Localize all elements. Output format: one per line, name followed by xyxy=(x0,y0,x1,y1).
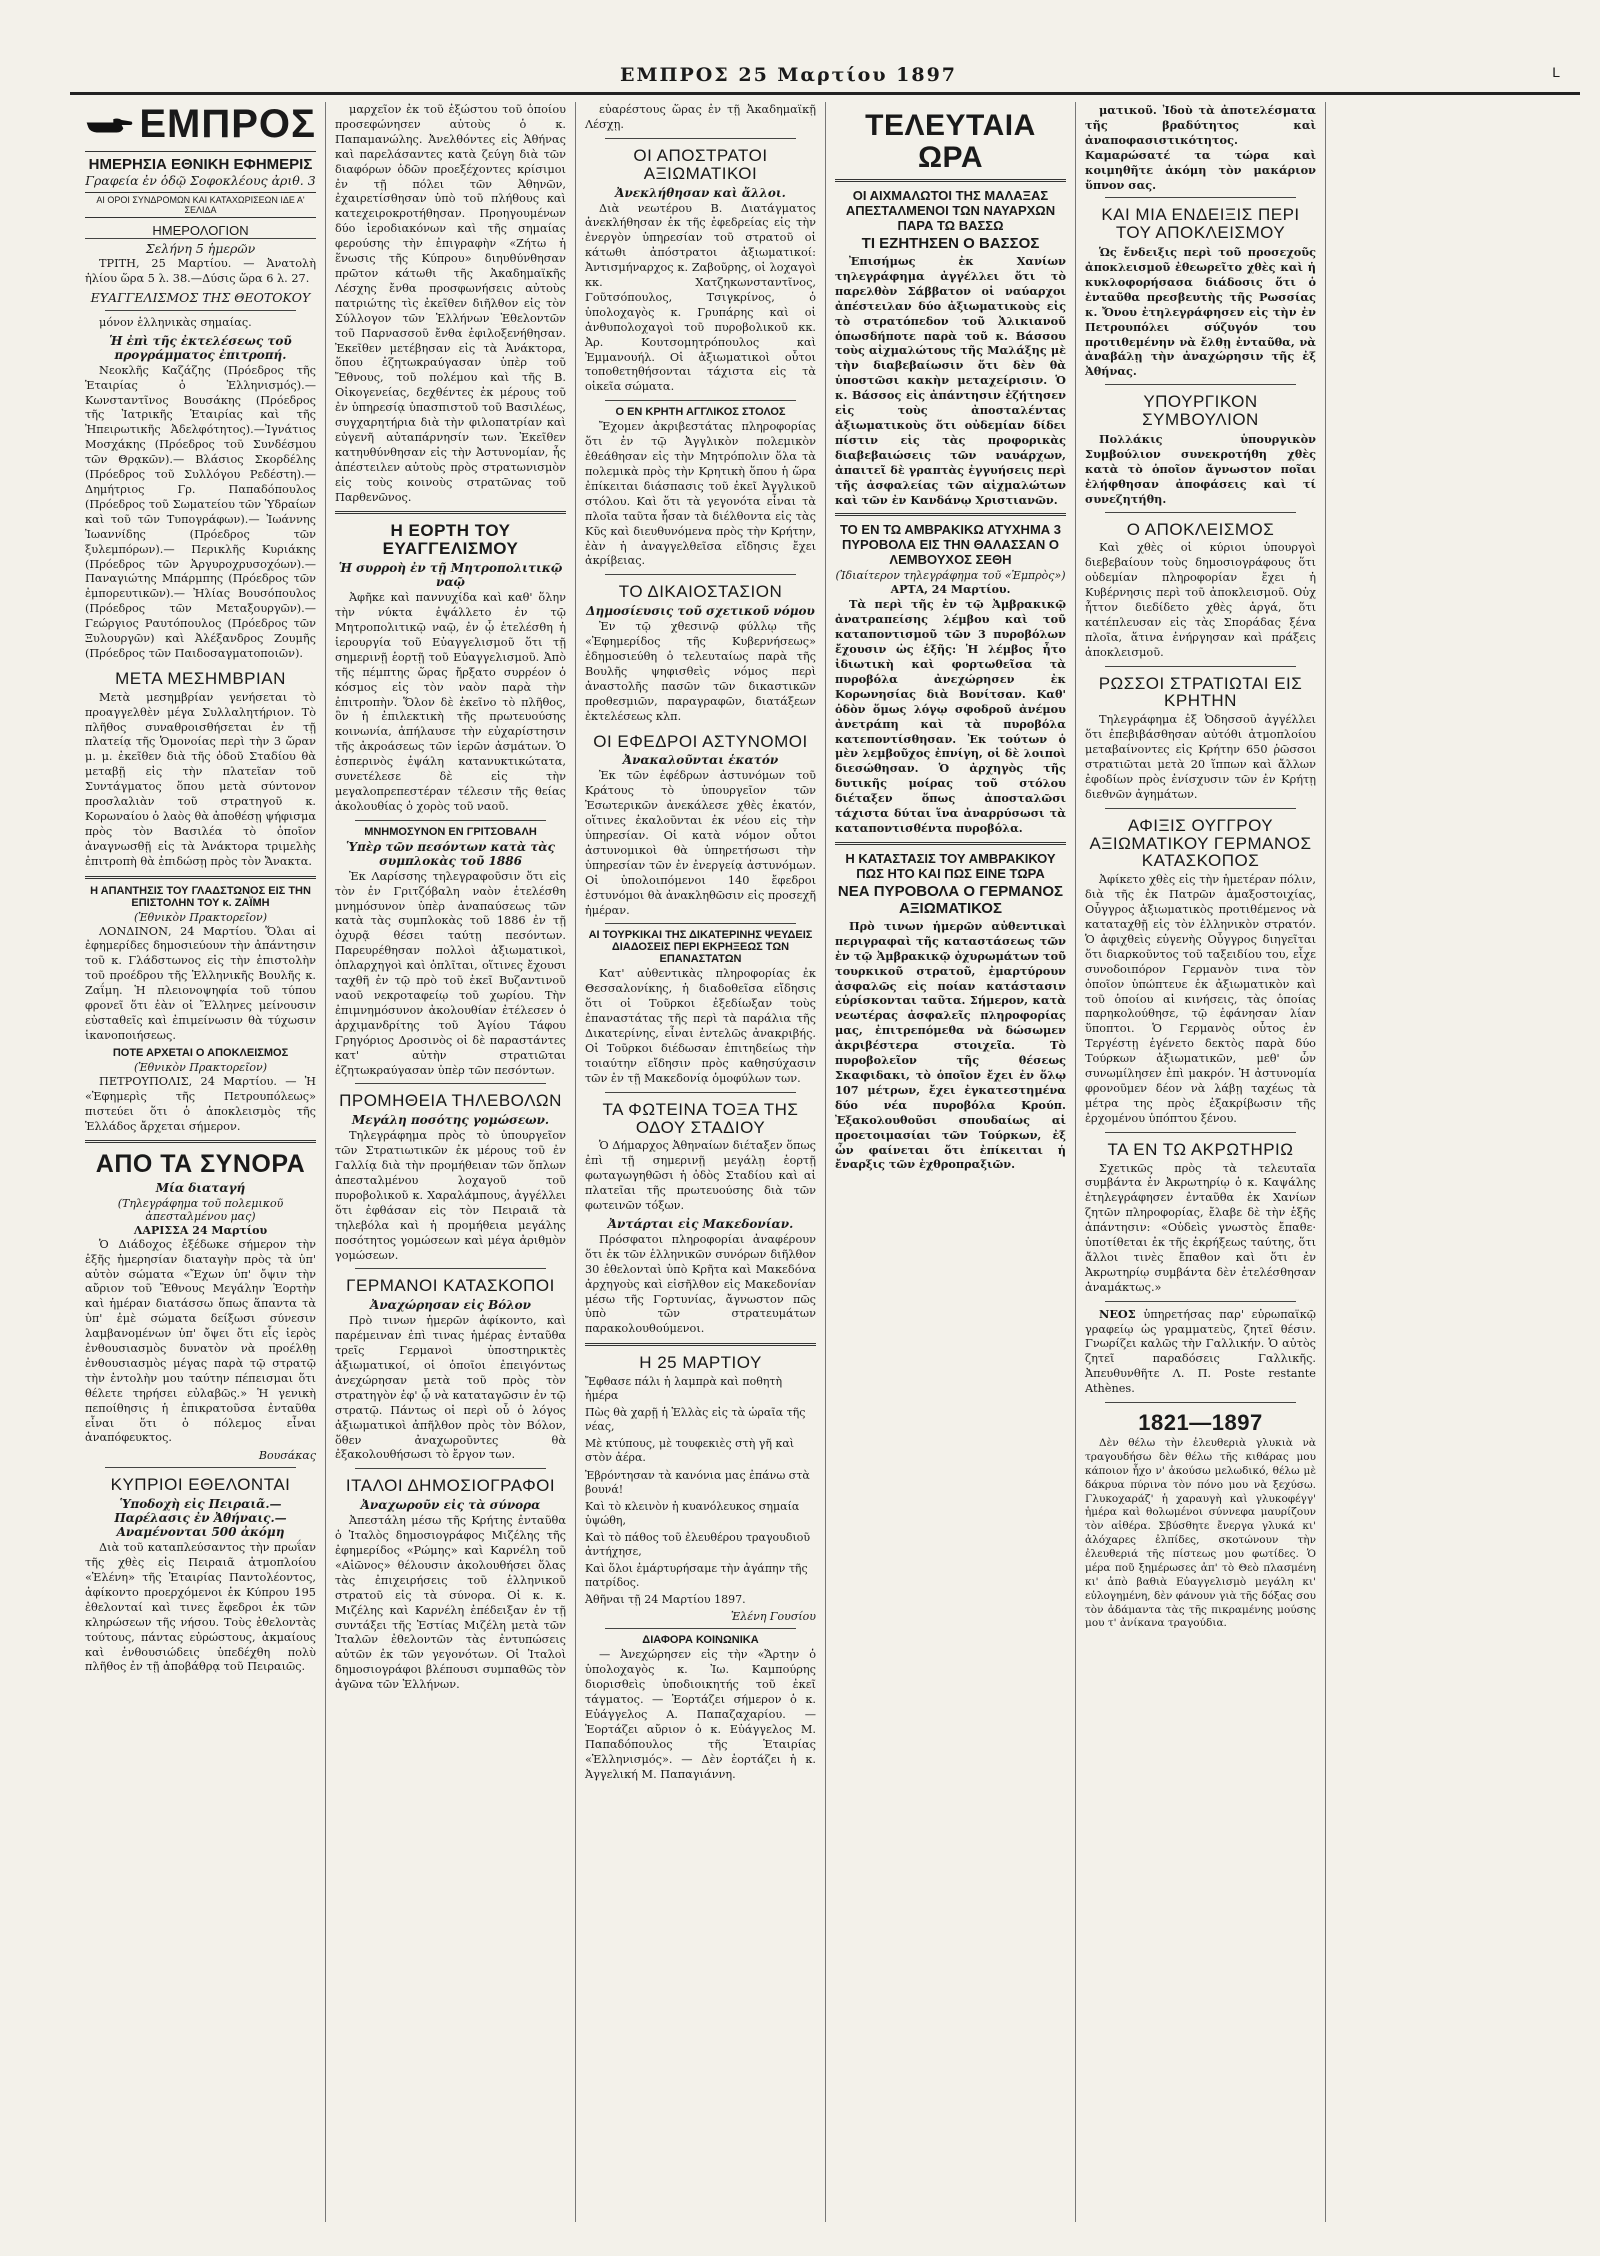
article-deck: Ἀνεκλήθησαν καὶ ἄλλοι. xyxy=(615,185,786,200)
article-text: Διὰ τοῦ καταπλεύσαντος τὴν πρωΐαν τῆς χθὲς εἰς Πειραιᾶ ἀτμοπλοίου «Ἑλένη» τῆς Ἑταιρίας Παντολέοντος, ἀφίκοντο προερχόμενοι ἐκ Κύπρου 195 ἐθελονταί καὶ τινες ἔφεδροι ἐκ τῶν κληρώσεων τῆς νήσου. Τοὺς ἐθελοντὰς τούτους, πάντας εὐρώστους, ἀκμαίους καὶ ἐνθουσιώδεις ὑπεδέχθη πολὺ πλῆθος ἐν τῇ ἀποβάθρᾳ τοῦ Πειραιῶς. xyxy=(85,1541,316,1674)
article-headline: Ο ΑΠΟΚΛΕΙΣΜΟΣ xyxy=(1126,519,1275,539)
article-text: Πρὸ τινων ἡμερῶν αὐθεντικαὶ περιγραφαὶ τῆς καταστάσεως τῶν ἐν τῷ Ἀμβρακικῷ ὀχυρωμάτων τοῦ τουρκικοῦ στρατοῦ, ἐμαρτύρουν ἀσφαλῶς εἰς ποίαν κατάστασιν εὑρίσκονται ταῦτα. Σήμερον, κατὰ νεωτέρας ἀσφαλεῖς πληροφορίας μας, ἐπιτρεπόμεθα νὰ δώσωμεν ἀκριβέστερα στοιχεῖα. Τὸ πυροβολεῖον τῆς θέσεως Σκαφιδακι, τὸ ὁποῖον ἔχει ἐν ὅλῳ 107 μέτρων, ἔχει ἐγκατεστημένα δύο νέα πυροβόλα Κρούπ. Ἐξακολουθοῦσι σπουδαίως αἱ προετοιμασίαι τῶν Τούρκων, ἐξ ὧν φαίνεται ὅτι ἐπίκειται ἡ ἔναρξις τῶν ἐχθροπραξιῶν. xyxy=(835,918,1066,1172)
article-deck: Δημοσίευσις τοῦ σχετικοῦ νόμου xyxy=(586,604,815,619)
poem-line: Πὼς θὰ χαρῇ ἡ Ἑλλὰς εἰς τὰ ὡραῖα τῆς νέας, xyxy=(585,1406,806,1434)
hemerologion-line: Σελήνη 5 ἡμερῶν xyxy=(145,241,256,256)
article-dateline: ΛΑΡΙΣΣΑ 24 Μαρτίου xyxy=(133,1223,268,1237)
article-text: εὐαρέστους ὥρας ἐν τῇ Ἀκαδημαϊκῇ Λέσχῃ. xyxy=(585,103,816,131)
column-2 xyxy=(326,102,576,2222)
divider xyxy=(355,1083,546,1084)
article-deck: ΝΕΑ ΠΥΡΟΒΟΛΑ Ο ΓΕΡΜΑΝΟΣ ΑΞΙΩΜΑΤΙΚΟΣ xyxy=(837,882,1064,917)
article-text: Πολλάκις ὑπουργικὸν Συμβούλιον συνεκροτήθη χθὲς κατὰ τὸ ὁποῖον ἄγνωστον ποῖαι ἐλήφθησαν ἀποφάσεις καὶ τί συνεζητήθη. xyxy=(1085,431,1316,506)
divider xyxy=(355,1268,546,1269)
column-5 xyxy=(1076,102,1326,2222)
article-text: ματικοῦ. Ἰδοὺ τὰ ἀποτελέσματα τῆς βραδύτητος καὶ ἀναποφασιστικότητος. Καμαρώσατέ τα τώρα καὶ κοιμηθῆτε ἀκόμη τὸν μακάριον ὕπνον σας. xyxy=(1085,103,1316,192)
article-text: Κατ' αὐθεντικὰς πληροφορίας ἐκ Θεσσαλονίκης, ἡ διαδοθεῖσα εἴδησις ὅτι οἱ Τοῦρκοι ἐξεδίωξαν τοὺς ἐπαναστάτας τῆς περὶ τὰ παράλια τῆς Δικατερίνης, εἶναι ἐντελῶς ἀνακριβής. Οἱ Τοῦρκοι διέδωσαν ἐπιτηδείως τὴν τοιαύτην εἴδησιν πρὸς καθησύχασιν τῶν ἐν τῇ Μακεδονίᾳ ὁμοφύλων των. xyxy=(585,967,816,1085)
pointing-hand-icon xyxy=(85,112,133,138)
article-text: — Ἀνεχώρησεν εἰς τὴν «Ἄρτην ὁ ὑπολοχαγὸς κ. Ἰω. Καμπούρης διορισθεὶς ὑποδιοικητής τοῦ ἐκεῖ τάγματος. — Ἑορτάζει σήμερον ὁ κ. Εὐάγγελος Α. Παπαζαχαρίου. — Ἑορτάζει αὔριον ὁ κ. Εὐάγγελος Μ. Παπαδόπουλος τῆς Ἑταιρίας «Ἑλληνισμός». — Δὲν ἑορτάζει ἡ κ. Ἀγγελική Μ. Παπαγιάννη. xyxy=(585,1648,816,1781)
running-masthead: ΕΜΠΡΟΣ 25 Μαρτίου 1897 xyxy=(620,64,958,86)
article-text: Τὰ περὶ τῆς ἐν τῷ Ἀμβρακικῷ ἀνατραπείσης λέμβου καὶ τοῦ καταποντισμοῦ τῶν 3 πυροβόλων ἔχουσιν ὡς ἑξῆς: Ἡ λέμβος ἦτο ἰδιωτικὴ καὶ φορτωθεῖσα τὰ πυροβόλα ἀνεχώρησεν ἐκ Κορωνησίας διὰ Βονίτσαν. Καθ' ὁδὸν ὅμως λόγῳ σφοδροῦ ἀνέμου ἀνετράπη καὶ τὰ πυροβόλα κατεποντίσθησαν. Ἐκ τούτων ὁ μὲν λεμβοῦχος ἐπνίγη, οἱ δὲ λοιποὶ διεσώθησαν. Ὁ ἀρχηγὸς τῆς δυτικῆς μοίρας τοῦ στόλου διέταξεν ὅπως ἀποσταλῶσι τάχιστα δύται ἵνα ἀναρρύσωσι τὰ καταποντισθέντα πυροβόλα. xyxy=(835,597,1066,835)
logo-block xyxy=(85,102,316,152)
divider xyxy=(605,574,796,575)
divider xyxy=(605,1628,796,1629)
article-text: μόνον ἑλληνικὰς σημαίας. xyxy=(99,315,252,329)
article-deck: Ἀναχωροῦν εἰς τὰ σύνορα xyxy=(360,1498,541,1513)
divider xyxy=(605,923,796,924)
divider xyxy=(585,1343,816,1346)
article-headline: ΓΕΡΜΑΝΟΙ ΚΑΤΑΣΚΟΠΟΙ xyxy=(346,1276,555,1296)
article-deck: ΤΙ ΕΖΗΤΗΣΕΝ Ο ΒΑΣΣΟΣ xyxy=(861,235,1040,252)
article-text: Τηλεγράφημα πρὸς τὸ ὑπουργεῖον τῶν Στρατιωτικῶν ἐκ μέρους τοῦ ἐν Γαλλίᾳ διὰ τὴν προμήθειαν τῶν ὅπλων ἀπεσταλμένου λοχαγοῦ τοῦ πυροβολικοῦ κ. Χαραλάμπους, ἀγγέλλει ὅτι ἐφθάσαν εἰς τὸν Πειραιᾶ τὰ τηλεβόλα καὶ ἡ προμήθεια μεγάλης ποσότητος γομώσεων καὶ μέγα ἀριθμὸν γομώσεων. xyxy=(335,1129,566,1262)
divider xyxy=(605,1092,796,1093)
article-deck: Ὑπὲρ τῶν πεσόντων κατὰ τὰς συμπλοκὰς τοῦ 1886 xyxy=(346,839,555,868)
article-source: (Ἐθνικὸν Πρακτορεῖον) xyxy=(133,1060,267,1074)
office-address: Γραφεία ἐν ὁδῷ Σοφοκλέους ἀριθ. 3 xyxy=(85,173,316,188)
article-deck: Ἀντάρται εἰς Μακεδονίαν. xyxy=(607,1216,794,1231)
divider xyxy=(1105,1402,1296,1403)
article-headline: ΤΟ ΔΙΚΑΙΟΣΤΑΣΙΟΝ xyxy=(618,582,783,602)
article-headline: ΚΥΠΡΙΟΙ ΕΘΕΛΟΝΤΑΙ xyxy=(110,1475,291,1495)
article-headline: ΙΤΑΛΟΙ ΔΗΜΟΣΙΟΓΡΑΦΟΙ xyxy=(345,1476,556,1496)
newspaper-columns xyxy=(76,102,1586,2222)
article-headline: ΑΠΟ ΤΑ ΣΥΝΟΡΑ xyxy=(95,1150,306,1179)
article-text: Ὁ Δήμαρχος Ἀθηναίων διέταξεν ὅπως ἐπὶ τῇ σημερινῇ μεγάλῃ ἑορτῇ φωταγωγηθῶσι ἡ ὁδὸς Σταδίου καὶ αἱ πλατεῖαι τῆς πρωτευούσης διὰ τῶν φωτεινῶν τόξων. xyxy=(585,1139,816,1212)
hemerologion-title: ΗΜΕΡΟΛΟΓΙΟΝ xyxy=(85,223,316,239)
subscription-terms: ΑΙ ΟΡΟΙ ΣΥΝΔΡΟΜΩΝ ΚΑΙ ΚΑΤΑΧΩΡΙΣΕΩΝ ΙΔΕ Α' ΣΕΛΙΔΑ xyxy=(85,192,316,218)
article-headline: ΟΙ ΑΠΟΣΤΡΑΤΟΙ ΑΞΙΩΜΑΤΙΚΟΙ xyxy=(633,145,768,183)
hemerologion-line: ΕΥΑΓΓΕΛΙΣΜΟΣ ΤΗΣ ΘΕΟΤΟΚΟΥ xyxy=(90,289,311,305)
divider xyxy=(1105,512,1296,513)
article-text: Νεοκλῆς Καζάζης (Πρόεδρος τῆς Ἑταιρίας ὁ Ἑλληνισμός).—Κωνσταντῖνος Βουσάκης (Πρόεδρος τῆς Ἰατρικῆς Ἑταιρίας καὶ τῆς Ἠπειρωτικῆς Ἀδελφότητος).—Ἰγνάτιος Μοσχάκης (Πρόεδρος τοῦ Συνδέσμου τῶν Θρᾳκῶν).— Βλάσιος Σκορδέλης (Πρόεδρος τοῦ Συλλόγου Ρεδέστη).— Δημήτριος Γρ. Παπαδόπουλος (Πρόεδρος τοῦ Σωματείου τῶν Ὑδραίων καὶ τοῦ τῶν Τυπογράφων).— Ἰωάννης Ἰωαννίδης (Πρόεδρος τῶν ξυλεμπόρων).— Περικλῆς Κυριάκης (Πρόεδρος τῶν Ἀργυροχρυσοχόων).— Παναγιώτης Μπάρμπης (Πρόεδρος τῶν ἐμπορευτικῶν).— Ἠλίας Βουσόπουλος (Πρόεδρος τῶν Μεταξουργῶν).— Γεώργιος Ραυτόπουλος (Πρόεδρος τῶν Ξυλουργῶν) καὶ Ἀλέξανδρος Ζουμῆς (Πρόεδρος τῶν Παιδοσαγματοποιῶν). xyxy=(85,363,316,660)
page-mark: L xyxy=(1552,64,1560,80)
article-deck: Ἡ ἐπὶ τῆς ἐκτελέσεως τοῦ προγράμματος ἐπιτροπή. xyxy=(109,333,292,362)
classified-ad xyxy=(1085,1307,1316,1397)
article-byline: (Τηλεγράφημα τοῦ πολεμικοῦ ἀπεσταλμένου μας) xyxy=(117,1196,284,1223)
divider xyxy=(1105,808,1296,809)
article-deck: Μεγάλη ποσότης γομώσεων. xyxy=(351,1113,550,1128)
divider xyxy=(335,511,566,514)
poem-title: Η 25 ΜΑΡΤΙΟΥ xyxy=(639,1353,762,1373)
article-text: Πρὸ τινων ἡμερῶν ἀφίκοντο, καὶ παρέμειναν ἐπὶ τινας ἡμέρας ἐνταῦθα τρεῖς Γερμανοὶ ὑποστηρικτὲς ἀξιωματικοί, οἱ ὁποῖοι ἐπειγόντως ἀνεχώρησαν μετὰ τοῦ πρὸς τὸν στρατηγὸν ἐφ' ᾧ νὰ καταταγῶσιν ἐν τῷ στρατῷ. Πάντως οἱ περὶ οὗ ὁ λόγος ἀξιωματικοὶ ἀπῆλθον πρὸς τὸν Βόλον, ὅθεν ἀναχωροῦντες θὰ ἐξακολουθήσωσι τὸ ἔργον των. xyxy=(335,1314,566,1462)
article-text: Τηλεγράφημα ἐξ Ὀδησσοῦ ἀγγέλλει ὅτι ἐπεβιβάσθησαν αὐτόθι ἀτμοπλοίου μεταβαίνοντες εἰς Κρήτην 650 ῥῶσσοι στρατιῶται μετὰ 20 ἵππων καὶ ἄλλων ἐφοδίων πρὸς ἐνίσχυσιν τῶν ἐν Κρήτῃ διεθνῶν ἀγημάτων. xyxy=(1085,713,1316,801)
column-1 xyxy=(76,102,326,2222)
article-headline: Ο ΕΝ ΚΡΗΤΗ ΑΓΓΛΙΚΟΣ ΣΤΟΛΟΣ xyxy=(615,406,786,419)
article-deck: Ἀνακαλοῦνται ἑκατόν xyxy=(622,753,779,768)
article-byline: (Ἰδιαίτερον τηλεγράφημα τοῦ «Ἐμπρὸς») xyxy=(835,569,1066,583)
classified-ad-title: ΝΕΟΣ xyxy=(1099,1306,1136,1321)
column-3 xyxy=(576,102,826,2222)
divider xyxy=(105,1467,296,1468)
article-headline: ΔΙΑΦΟΡΑ ΚΟΙΝΩΝΙΚΑ xyxy=(642,1634,759,1647)
poem-line: Ἀθῆναι τῇ 24 Μαρτίου 1897. xyxy=(585,1593,746,1607)
article-headline: Η ΑΠΑΝΤΗΣΙΣ ΤΟΥ ΓΛΑΔΣΤΩΝΟΣ ΕΙΣ ΤΗΝ ΕΠΙΣΤΟΛΗΝ ΤΟΥ κ. ΖΑΪΜΗ xyxy=(90,884,311,909)
article-text: ΛΟΝΔΙΝΟΝ, 24 Μαρτίου. Ὅλαι αἱ ἐφημερίδες δημοσιεύουν τὴν ἀπάντησιν τοῦ κ. Γλάδστωνος εἰς τὴν ἐπιστολὴν τοῦ προέδρου τῆς Ἑλληνικῆς Βουλῆς κ. Ζαΐμη. Ἡ πλειονοψηφία τοῦ τύπου φρονεῖ ὅτι ἐὰν οἱ Ἕλληνες μείνουσιν εὐσταθεῖς καὶ ἐπιμείνωσιν θὰ τύχωσιν ἱκανοποιήσεως. xyxy=(85,924,316,1042)
poem-line: Ἐβρόντησαν τὰ κανόνια μας ἐπάνω στὰ βουνά! xyxy=(585,1468,810,1496)
divider xyxy=(835,842,1066,845)
article-text: Ὁ Διάδοχος ἐξέδωκε σήμερον τὴν ἑξῆς ἡμερησίαν διαταγὴν πρὸς τὰ ὑπ' αὐτὸν σώματα «Ἔχων ὑπ' ὄψιν τὴν αὔριον τοῦ Ἔθνους Μεγάλην Ἑορτὴν καὶ ἡμέραν διατάσσω ὅπως ἅπαντα τὰ ὑπ' ἐμὲ σώματα δείξωσι σύνεσιν λαμβανομένων ὑπ' ὄψει ὅτι εἶς ἰερὸς ἐνθουσιασμὸς δυνατὸν νὰ προέλθῃ ἐνθουσιασμὸς μέγας παρὰ τῷ στρατῷ τὴν ἐντολὴν μου ταύτην πέπεισμαι ὅτι θέλετε τηρήσει εὐλαβῶς.» Ἡ γενικὴ πεποίθησις ἡ ἐπικρατοῦσα ἐνταῦθα εἶναι ὅτι ὁ πόλεμος εἶναι ἀναπόφευκτος. xyxy=(85,1237,316,1445)
article-text: Ὡς ἔνδειξις περὶ τοῦ προσεχοῦς ἀποκλεισμοῦ ἐθεωρεῖτο χθὲς καὶ ἡ κυκλοφορήσασα διάδοσις ὅτι ὁ ἐνταῦθα πρεσβευτὴς τῆς Ρωσσίας κ. Ὄνου ἐτηλεγράφησεν εἰς τὴν ἐν Πετρουπόλει σύζυγόν του προτιθεμένην νὰ ἔλθῃ ἐνταῦθα, νὰ ἀναβάλῃ τὴν ἀναχώρησιν τῆς ἐξ Ἀθήνας. xyxy=(1085,245,1316,379)
page-header xyxy=(0,0,1600,86)
poem-line: Μὲ κτύπους, μὲ τουφεκιὲς στὴ γῆ καὶ στὸν ἀέρα. xyxy=(585,1437,795,1465)
article-deck: Ὑποδοχὴ εἰς Πειραιᾶ.— Παρέλασις ἐν Ἀθήναις.— Αναμένονται 500 ἀκόμη xyxy=(114,1497,287,1540)
poem-line: Ἔφθασε πάλι ἡ λαμπρὰ καὶ ποθητὴ ἡμέρα xyxy=(585,1375,783,1403)
article-text: Σχετικῶς πρὸς τὰ τελευταῖα συμβάντα ἐν Ἀκρωτηρίῳ ὁ κ. Καψάλης ἐτηλεγράφησεν ἐνταῦθα ἐκ Χανίων ζητῶν πληροφορίας, ἔλαβε δὲ τὴν ἑξῆς ἀπάντησιν: «Οὐδεὶς γνωστὸς ἔπαθε· ὑποτίθεται ἐκ τῆς ἐκρήξεως ταύτης, ὅτι ἄλλοι τινὲς ἔπαθον καὶ ὅτι ἐν Ἀκρωτηρίῳ συμβάντα δὲν ἐτελέσθησαν ἀναμάκτως.» xyxy=(1085,1161,1316,1294)
divider xyxy=(355,1468,546,1469)
divider xyxy=(835,179,1066,182)
article-deck: Ἀναχώρησαν εἰς Βόλον xyxy=(370,1298,531,1313)
poem xyxy=(585,1375,816,1607)
article-headline: ΥΠΟΥΡΓΙΚΟΝ ΣΥΜΒΟΥΛΙΟΝ xyxy=(1142,392,1259,430)
article-text: Ἐν τῷ χθεσινῷ φύλλῳ τῆς «Ἐφημερίδος τῆς Κυβερνήσεως» ἐδημοσιεύθη ὁ τελευταίως παρὰ τῆς Βουλῆς ψηφισθεὶς νόμος περὶ ἀναστολῆς πασῶν τῶν δικαστικῶν προθεσμιῶν, παραγραφῶν, διατάξεων ἐκτελέσεως κλπ. xyxy=(585,620,816,723)
divider xyxy=(355,820,546,821)
article-headline: ΤΑ ΦΩΤΕΙΝΑ ΤΟΞΑ ΤΗΣ ΟΔΟΥ ΣΤΑΔΙΟΥ xyxy=(602,1099,799,1137)
article-headline: Η ΚΑΤΑΣΤΑΣΙΣ ΤΟΥ ΑΜΒΡΑΚΙΚΟΥ ΠΩΣ ΗΤΟ ΚΑΙ ΠΩΣ ΕΙΝΕ ΤΩΡΑ xyxy=(845,850,1056,881)
article-text: Ἐπισήμως ἐκ Χανίων τηλεγράφημα ἀγγέλλει ὅτι τὸ παρελθὸν Σάββατον οἱ ναύαρχοι ἀπέστειλαν δύο ἀξιωματικοὺς εἰς τὸ στρατόπεδον τοῦ Ἀλικιανοῦ ὁπωσδήποτε παρὰ τοῦ κ. Βάσσου τοὺς αἰχμαλώτους τῆς Μαλάξης μὲ τὴν διαβεβαίωσιν ὅτι δὲν θὰ ὑποστῶσι κακὴν μεταχείρισιν. Ὁ κ. Βάσσος εἰς ἀπάντησιν ἐζήτησεν εἰς τοὺς ἀποσταλέντας ἀξιωματικοὺς ὅτι οὐδεμίαν δίδει πίστιν εἰς τὰς προφορικὰς διαβεβαιώσεις τῶν ναυάρχων, ἀπαιτεῖ δὲ γραπτὰς ἐγγυήσεις περὶ τῆς ἀσφαλείας τῶν αἰχμαλώτων καὶ τῶν ἐν Κανδάνῳ Χριστιανῶν. xyxy=(835,254,1066,507)
newspaper-logo: ΕΜΠΡΟΣ xyxy=(139,102,316,146)
divider xyxy=(1105,1132,1296,1133)
article-text: Ἐκ τῶν ἐφέδρων ἀστυνόμων τοῦ Κράτους τὸ ὑπουργεῖον τῶν Ἐσωτερικῶν ἀνεκάλεσε χθὲς ἑκατόν, οἵτινες ἐκαλοῦνται ἐκ νέου εἰς τὴν ὑπηρεσίαν. Οἱ κατὰ νόμον οὗτοι ἀστυνομικοὶ θὰ ὑπηρετήσωσι τὴν ὑπηρεσίαν τῶν ἐν ἐνεργείᾳ ἀστυνόμων. Οἱ ὑπολοιπόμενοι 140 ἔφεδροι ἐστυνόμοι θὰ ἀνακληθῶσιν εἰς προσεχῆ ἡμέραν. xyxy=(585,769,816,917)
article-headline: ΑΦΙΞΙΣ ΟΥΓΓΡΟΥ ΑΞΙΩΜΑΤΙΚΟΥ ΓΕΡΜΑΝΟΣ ΚΑΤΑΣΚΟΠΟΣ xyxy=(1089,815,1312,871)
article-text: Ἀφῆκε καὶ παννυχίδα καὶ καθ' ὅλην τὴν νύκτα ἐψάλλετο ἐν τῷ Μητροπολιτικῷ ναῷ, ἐν ᾧ ἐτελέσθη ἡ ἱερουργία τοῦ Εὐαγγελισμοῦ ὅτι τῇ σημερινῇ ἑορτῇ τοῦ Εὐαγγελισμοῦ. Ἀπὸ τῆς πέμπτης ὥρας ἤρξατο συρρέον ὁ κόσμος εἰς τὸν ναὸν παρὰ τὴν ἐπιτροπὴν. Ὅλον δὲ ἐκεῖνο τὸ πλῆθος, ὃν ἡ ἐπιλεκτικὴ τῆς πρωτευούσης κοινωνία, ἀπήλαυσε τὴν εὐχαρίστησιν τῆς ἀκροάσεως τῶν ἱερῶν ἀσμάτων. Ὁ ἐσπερινὸς ἐψάλη κατανυκτικώτατα, συνετέλεσε δὲ εἰς τὴν μεγαλοπρεπεστέραν τέλεσιν τῆς θείας ἀκολουθίας ὁ χορὸς τοῦ ναοῦ. xyxy=(335,591,566,813)
header-rule xyxy=(70,92,1580,95)
article-headline: ΠΟΤΕ ΑΡΧΕΤΑΙ Ο ΑΠΟΚΛΕΙΣΜΟΣ xyxy=(112,1046,289,1059)
hemerologion-line: ΤΡΙΤΗ, 25 Μαρτίου. — Ἀνατολὴ ἡλίου ὥρα 5 λ. 38.—Δύσις ὥρα 6 λ. 27. xyxy=(85,257,316,285)
section-title: ΤΕΛΕΥΤΑΙΑ ΩΡΑ xyxy=(865,109,1036,174)
article-text: μαρχεῖον ἐκ τοῦ ἐξώστου τοῦ ὁποίου προσεφώνησεν αὐτοὺς ὁ κ. Παπαμανώλης. Ἀνελθόντες εἰς Ἀθήνας καὶ παρελάσαντες κατὰ ζεύγη διὰ τῶν διαφόρων ὁδῶν προεξέχοντες κρίσιμοι ἐν τῇ πόλει τῶν Ἀθηνῶν, ἐχαιρετίσθησαν ὑπὸ τοῦ πλήθους καὶ κατεχειροκροτήθησαν. Προηγουμένων δύο ἱεροδιακόνων καὶ τῆς σημαίας φερούσης τὴν ἐπιγραφὴν «Ζήτω ἡ ἕνωσις τῆς Κύπρου» διηυθύνθησαν πρῶτον κάτωθι τῆς Ἀκαδημαϊκῆς Λέσχης ἔνθα προσφωνήσεις αὐτοὺς πατριώτης τὶς ἐκεῖθεν διῆλθον εἰς τὸν Σύλλογον τῶν Ἑλλήνων Ἐθελοντῶν τοῦ Παρνασσοῦ ἔνθα ἐφιλοξενήθησαν. Ἐκεῖθεν μετέβησαν εἰς τὰ Ἀνάκτορα, ὅπου ἐζητωκραύγασαν ὑπὲρ τοῦ Ἔθνους, τοῦ πολέμου καὶ τῆς Β. Οἰκογενείας, δεχθέντες ἐκ μέρους τοῦ ἐν ὑπηρεσίᾳ ὑπασπιστοῦ τοῦ Βασιλέως, συγχαρητήρια διὰ τὴν φιλοπατρίαν καὶ εὐγενῆ αὐταπάρνησίν των. Ἐκεῖθεν κατηυθύνθησαν εἰς τὴν Ἀστυνομίαν, ἧς ἀπέστειλεν αὐτοὺς πρὸς στρατωνισμὸν εἰς τοὺς κοινοὺς στρατῶνας τοῦ Παρθενῶνος. xyxy=(335,103,566,504)
newspaper-subtitle: ΗΜΕΡΗΣΙΑ ΕΘΝΙΚΗ ΕΦΗΜΕΡΙΣ xyxy=(88,156,313,173)
article-text: ΠΕΤΡΟΥΠΟΛΙΣ, 24 Μαρτίου. — Ἡ «Ἐφημερὶς τῆς Πετρουπόλεως» πιστεύει ὅτι ὁ ἀποκλεισμὸς τῆς Ἑλλάδος ἄρχεται σήμερον. xyxy=(85,1074,316,1133)
divider xyxy=(85,876,316,879)
article-headline: ΟΙ ΕΦΕΔΡΟΙ ΑΣΤΥΝΟΜΟΙ xyxy=(593,731,808,751)
article-deck: Μία διαταγή xyxy=(155,1180,246,1195)
article-text: Ἀφίκετο χθὲς εἰς τὴν ἡμετέραν πόλιν, διὰ τῆς ἐκ Πατρῶν ἁμαξοστοιχίας, Οὖγγρος ἀξιωματικὸς προτιθέμενος νὰ καταταχθῇ εἰς τὸν ἑλληνικὸν στρατόν. Ὁ ἀφιχθεὶς εὐγενὴς Οὖγγρος διηγεῖται ὅτι διαρκοῦντος τοῦ ταξειδίου του, εἶχε συνοδοιπόρον Γερμανὸν τινα τὸν ὁποῖον ὑπώπτευε ἐκ ἀξιωματικὸν καὶ τοῦ ὁποίου αἱ κινήσεις, τὰς ὁποίας παρηκολούθησε, τῷ ἐφάνησαν λίαν ὕποπτοι. Ὁ Γερμανὸς οὗτος ἐν Τεργέστῃ ἐγένετο δεκτὸς παρὰ δύο Τούρκων ἀξιωματικῶν, μεθ' ὧν συνωμίλησεν ἐπὶ μακρόν. Ἡ ἀστυνομία φρονοῦμεν δέον νὰ λάβῃ ταχέως τὰ μέτρα της πρὸς ἐξακρίβωσιν τῆς ἐρχομένου ὑπόπτου ξένου. xyxy=(1085,873,1316,1125)
poem-line: Καὶ ὅλοι ἐμάρτυρήσαμε τὴν ἀγάπην τῆς πατρίδος. xyxy=(585,1562,808,1590)
article-text: Πρόσφατοι πληροφορίαι ἀναφέρουν ὅτι ἐκ τῶν ἑλληνικῶν συνόρων διῆλθον 30 ἐθελονταὶ ὑπὸ Κρῆτα καὶ Μακεδόνα ἀρχηγοὺς καὶ εἰσῆλθον εἰς Μακεδονίαν μέσω τῆς Γορτυνίας, ἄγνωστον πῶς ὑπὸ τῶν στρατευμάτων παρακολουθούμενοι. xyxy=(585,1232,816,1336)
article-dateline: ΑΡΤΑ, 24 Μαρτίου. xyxy=(890,583,1011,597)
article-signature: Βουσάκας xyxy=(258,1449,316,1463)
poem-line: Καὶ τὸ κλεινὸν ἡ κυανόλευκος σημαία ὑψώθη, xyxy=(585,1499,800,1527)
article-text: Ἔχομεν ἀκριβεστάτας πληροφορίας ὅτι ἐν τῷ Ἀγγλικὸν πολεμικὸν ἐθεάθησαν εἰς τὴν Μητρόπολιν ὅλα τὰ πολεμικὰ πρὸς τὴν Κρητικὴ ὅπου ἡ ὥρα ἐπίκειται διάσπασις τοῦ ἐκεῖ Ἀγγλικοῦ στόλου. Καὶ ὅτι τὰ γεγονότα εἶναι τὰ πλοῖα ταῦτα ἦσαν τὰ διέλθοντα εἰς τὰς Κῦς καὶ διευθυνόμενα πρὸς τὴν Κρήτην, ἐὰν ἡ ἀναγγελθεῖσα εἴδησις ἔχει ἀκρίβειας. xyxy=(585,420,816,568)
article-headline: ΤΑ ΕΝ ΤΩ ΑΚΡΩΤΗΡΙΩ xyxy=(1107,1139,1294,1159)
article-headline: ΟΙ ΑΙΧΜΑΛΩΤΟΙ ΤΗΣ ΜΑΛΑΞΑΣ ΑΠΕΣΤΑΛΜΕΝΟΙ ΤΩΝ ΝΑΥΑΡΧΩΝ ΠΑΡΑ ΤΩ ΒΑΣΣΩ xyxy=(845,188,1056,233)
article-headline: ΡΩΣΣΟΙ ΣΤΡΑΤΙΩΤΑΙ ΕΙΣ ΚΡΗΤΗΝ xyxy=(1098,673,1303,711)
article-text: Διὰ νεωτέρου Β. Διατάγματος ἀνεκλήθησαν ἐκ τῆς ἐφεδρείας εἰς τὴν ἐνεργὸν ὑπηρεσίαν τοῦ στρατοῦ οἱ κάτωθι ἀπόστρατοι ἀξιωματικοί: Ἀντισμήναρχος κ. Ζαβοῦρης, οἱ λοχαγοὶ κκ. Χατζηκωνσταντῖνος, Γοῦτσόπουλος, Τσιγκρίνος, ὁ ὑπολοχαγὸς κ. Γρυπάρης καὶ οἱ ἀνθυπολοχαγοὶ τοῦ πυροβολικοῦ κκ. Ἀρ. Κουτσομητρόπουλος καὶ Ἐμμανουήλ. Οἱ ἀξιωματικοὶ οὗτοι τοποθετηθήσονται τάχιστα εἰς τὰ οἰκεῖα σώματα. xyxy=(585,201,816,394)
column-6 xyxy=(1326,102,1576,2222)
divider xyxy=(605,138,796,139)
divider xyxy=(1105,1301,1296,1302)
divider xyxy=(1105,197,1296,198)
article-headline: ΤΟ ΕΝ ΤΩ ΑΜΒΡΑΚΙΚΩ ΑΤΥΧΗΜΑ 3 ΠΥΡΟΒΟΛΑ ΕΙΣ ΤΗΝ ΘΑΛΑΣΣΑΝ Ο ΛΕΜΒΟΥΧΟΣ ΣΕΘΗ xyxy=(839,522,1062,568)
divider xyxy=(1105,666,1296,667)
article-headline: ΑΙ ΤΟΥΡΚΙΚΑΙ ΤΗΣ ΔΙΚΑΤΕΡΙΝΗΣ ΨΕΥΔΕΙΣ ΔΙΑΔΟΣΕΙΣ ΠΕΡΙ ΕΚΡΗΞΕΩΣ ΤΩΝ ΕΠΑΝΑΣΤΑΤΩΝ xyxy=(588,929,813,966)
article-headline: 1821—1897 xyxy=(1138,1410,1263,1436)
poem-line: Καὶ τὸ πάθος τοῦ ἐλευθέρου τραγουδιοῦ ἀντήχησε, xyxy=(585,1530,811,1558)
article-source: (Ἐθνικὸν Πρακτορεῖον) xyxy=(133,910,267,924)
divider xyxy=(835,513,1066,516)
article-headline: ΚΑΙ ΜΙΑ ΕΝΔΕΙΞΙΣ ΠΕΡΙ ΤΟΥ ΑΠΟΚΛΕΙΣΜΟΥ xyxy=(1101,205,1300,243)
article-headline: ΠΡΟΜΗΘΕΙΑ ΤΗΛΕΒΟΛΩΝ xyxy=(339,1091,562,1111)
divider xyxy=(1105,384,1296,385)
article-text: Ἐκ Λαρίσσης τηλεγραφοῦσιν ὅτι εἰς τὸν ἐν Γριτζόβαλη ναὸν ἐτελέσθη μνημόσυνον ὑπὲρ ἀναπαύσεως τῶν κατὰ τὰς συμπλοκὰς τοῦ 1886 ἐν τῇ ὀχυρᾷ θέσει ταύτῃ πεσόντων. Παρευρέθησαν πολλοὶ ἀξιωματικοὶ, ὁπλαρχηγοὶ καὶ ὁπλῖται, οἵτινες ἔχουσι ταχθῆ ἐν τῷ πρὸ τοῦ ἐκεῖ Βυζαντινοῦ ναοῦ νεκροταφείῳ τοῦ χωρίου. Τὴν ἐπιμνημόσυνον ἀκολουθίαν ἐτέλεσεν ὁ ἀρχιμανδρίτης τοῦ Ἁγίου Τάφου Γρηγόριος Δροσινὸς οἱ δὲ παραστάντες κατ' αὐτὴν στρατιῶται ἐζητωκραύγασαν ὑπὲρ τῶν πεσόντων. xyxy=(335,869,566,1077)
article-text: Μετὰ μεσημβρίαν γενήσεται τὸ προαγγελθὲν μέγα Συλλαλητήριον. Τὸ πλῆθος συναθροισθήσεται ἐν τῇ πλατείᾳ τῆς Ὁμονοίας περὶ τὴν 3 ὥραν μ. μ. ἐκεῖθεν διὰ τῆς ὁδοῦ Σταδίου θὰ μεταβῇ εἰς τὴν πλατεῖαν τοῦ Συντάγματος ὅπου μετὰ σύντονον προσλαλιὰν τοῦ στρατηγοῦ κ. Κορωναίου ὁ λαὸς θὰ ἀποθέσῃ ψήφισμα πρὸς τὸν Βασιλέα τὸ ὁποῖον ἀναγνωσθῇ εἰς τὰ Ἀνάκτορα τριμελὴς ἐπιτροπὴ θὰ ἐπιδώσῃ πρὸς τὸν Ἄνακτα. xyxy=(85,690,316,868)
article-deck: Ἡ συρροὴ ἐν τῇ Μητροπολιτικῷ ναῷ xyxy=(338,561,563,590)
article-text: Ἀπεστάλη μέσω τῆς Κρήτης ἐνταῦθα ὁ Ἰταλὸς δημοσιογράφος Μιζέλης τῆς ἐφημερίδος «Ρώμης» καὶ Καρνέλη τοῦ «Αἰῶνος» θέλουσιν ἀκολουθήσει ὅλας τὰς ἐπιχειρήσεις τοῦ ἑλληνικοῦ στρατοῦ εἰς τὰ σύνορα. Οἱ κ. κ. Μιζέλης καὶ Καρνέλη ἐπέδειξαν ἐν τῇ συντάξει τῆς Ἑστίας Μιζέλη μετὰ τῶν Ἰταλῶν ἐθελοντῶν τὰς ἐντυπώσεις αὐτῶν ἐκ τῶν γεγονότων. Οἱ Ἰταλοὶ δημοσιογράφοι βλέπουσι συμπαθῶς τὸν ἀγῶνα τῶν Ἑλλήνων. xyxy=(335,1514,566,1692)
divider xyxy=(605,400,796,401)
article-headline: Η ΕΟΡΤΗ ΤΟΥ ΕΥΑΓΓΕΛΙΣΜΟΥ xyxy=(382,521,519,559)
column-4 xyxy=(826,102,1076,2222)
article-text: Δὲν θέλω τὴν ἐλευθεριὰ γλυκιὰ νὰ τραγουδήσω δὲν θέλω τῆς κιθάρας μου κάποιον ἦχο ν' ἀκούσω μελωδικό, θέλω μὲ δάκρυα πύρινα τὸν πόνο μου νὰ ξεχύσω. Γλυκοχαράζ' ἡ χαραυγὴ καὶ γλυκοφέγγ' ἡμέρα καὶ θολωμένοι σύννεφα μαυρίζουν τὸν αἰθέρα. Σβύσθητε ἔνεργα γλυκά κι' ἀλόχαρες ἐλπίδες, σκοτώνουν τὴν ἐλευθεριά τῆς πίστεως μου φωτίδες. Ὁ μέρα ποῦ ξημέρωσες ἀπ' τὸ Θεὸ πλασμένη κι' ἀπὸ βαθιὰ Εὐαγγελισμὸ μεγάλη κι' εὐλογημένη, δὲν φάνουν γιὰ τῆς δόξας σου τὸν ἀδάμαντα τὰς τῆς πικραμένης μούσης μου τ' ἀνίκανα τραγούδια. xyxy=(1085,1437,1316,1630)
article-text: Καὶ χθὲς οἱ κύριοι ὑπουργοὶ διεβεβαίουν τοὺς δημοσιογράφους ὅτι οὐδεμίαν πληροφορίαν ἔχει ἡ Κυβέρνησις περὶ τοῦ ἀποκλεισμοῦ. Οὐχ ἧττον διεδίδετο χθὲς ἀργά, ὅτι κατέπλευσαν εἰς τὰς Σποράδας ξένα πλοῖα, ἅτινα ἐνήργησαν καὶ πράξεις ἀποκλεισμοῦ. xyxy=(1085,541,1316,659)
divider xyxy=(85,1140,316,1143)
classified-ad-text: ὑπηρετήσας παρ' εὐρωπαϊκῷ γραφείῳ ὡς γραμματεὺς, ζητεῖ θέσιν. Γνωρίζει καλῶς τὴν Γαλλικήν. Ὁ αὐτὸς ζητεῖ παραδόσεις Γαλλικῆς. Ἀπευθυνθῆτε Λ. Π. Poste restante Athènes. xyxy=(1085,1307,1316,1396)
divider xyxy=(105,310,296,311)
poem-signature: Ἑλένη Γουσίου xyxy=(731,1610,816,1624)
article-headline: ΜΕΤΑ ΜΕΣΗΜΒΡΙΑΝ xyxy=(115,668,286,688)
article-headline: ΜΝΗΜΟΣΥΝΟΝ ΕΝ ΓΡΙΤΣΟΒΑΛΗ xyxy=(364,825,537,838)
